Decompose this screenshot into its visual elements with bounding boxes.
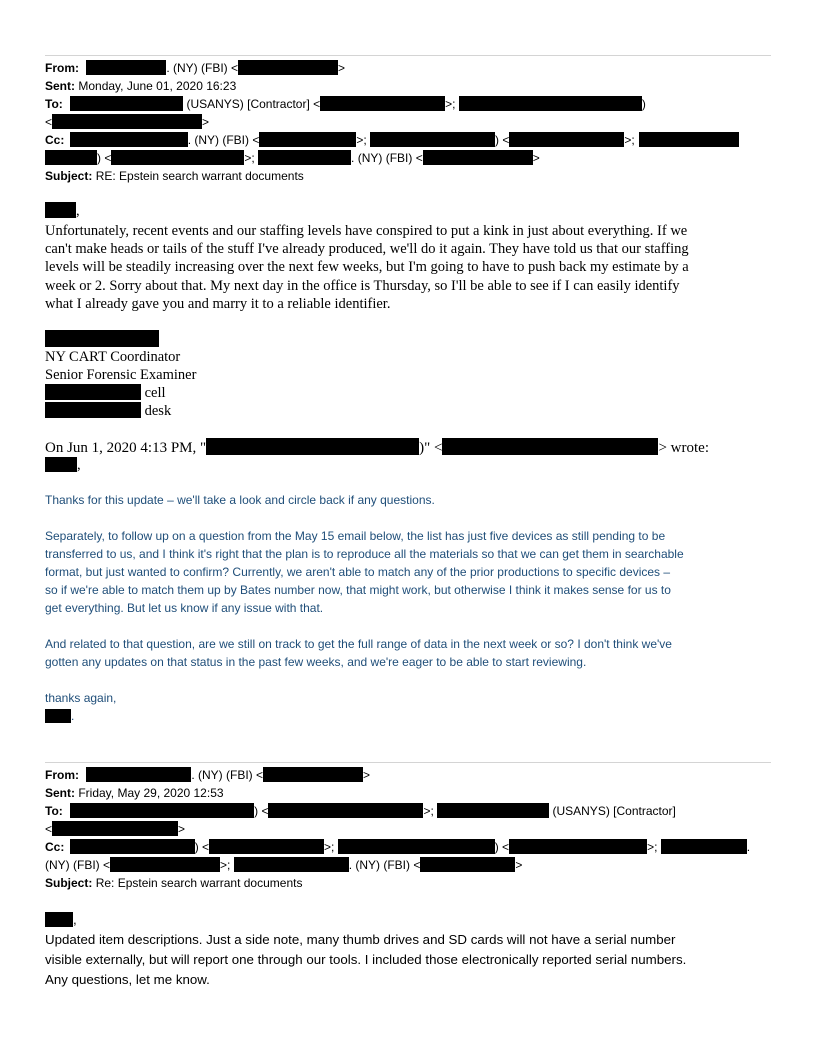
redaction-box [661, 839, 747, 854]
to-label: To: [45, 804, 63, 818]
redaction-box [70, 96, 183, 111]
redaction-box [86, 60, 166, 75]
redaction-box [209, 839, 324, 854]
quoted-para-3: And related to that question, are we still on track to get the full range of data in the next week or so? I don't think we've gotten any updates on that status in the past few weeks, and we're eager to be able to start reviewing. [45, 637, 672, 669]
email2-cc-line: Cc: ) < >; ) < >; . [45, 840, 751, 854]
redaction-box [442, 438, 658, 455]
subject-text: RE: Epstein search warrant documents [95, 169, 304, 183]
signature-title-1: NY CART Coordinator [45, 349, 181, 365]
redaction-box [238, 60, 338, 75]
signature-desk: desk [45, 402, 171, 420]
cc-label: Cc: [45, 133, 65, 147]
subject-label: Subject: [45, 876, 93, 890]
redaction-box [420, 857, 515, 872]
redaction-box [70, 132, 188, 147]
redaction-box [234, 857, 349, 872]
email1-cc-line: Cc: . (NY) (FBI) < >; ) < >; [45, 131, 739, 149]
signature-title-2: Senior Forensic Examiner [45, 367, 197, 383]
email2-subject-line [45, 874, 302, 892]
redaction-box [86, 767, 191, 782]
header-divider [45, 55, 771, 56]
quote-attribution: On Jun 1, 2020 4:13 PM, " )" < > wrote: [45, 440, 709, 456]
cc-label: Cc: [45, 840, 65, 854]
sent-label: Sent: [45, 786, 75, 800]
email1-from-line: From: . (NY) (FBI) < > [45, 61, 346, 75]
redaction-box [338, 839, 495, 854]
redaction-box [258, 150, 351, 165]
email2-from-line: From: . (NY) (FBI) < > [45, 768, 371, 782]
subject-text: Re: Epstein search warrant documents [95, 876, 303, 890]
redaction-box [45, 150, 97, 165]
quote-greeting: , [45, 456, 81, 474]
redaction-box [45, 709, 71, 723]
redaction-box [459, 96, 642, 111]
from-label: From: [45, 61, 79, 75]
redaction-box [45, 384, 141, 400]
quoted-sign: . [45, 707, 74, 725]
redaction-box [639, 132, 739, 147]
email1-cc-line-2: ) < >; . (NY) (FBI) < > [45, 149, 540, 167]
email2-to-line-2: < > [45, 822, 186, 836]
redaction-box [45, 402, 141, 418]
sent-label: Sent: [45, 79, 75, 93]
sent-date: Friday, May 29, 2020 12:53 [78, 786, 224, 800]
email2-body: Updated item descriptions. Just a side note, many thumb drives and SD cards will not have a serial number visible externally, but will report one through our tools. I included those electronically reported serial numbers. Any questions, let me know. [45, 932, 687, 987]
signature-name-redaction [45, 330, 159, 347]
redaction-box [45, 457, 77, 472]
email2-greeting: , [45, 910, 77, 930]
redaction-box [437, 803, 549, 818]
redaction-box [268, 803, 423, 818]
redaction-box [70, 803, 254, 818]
redaction-box [423, 150, 533, 165]
redaction-box [206, 438, 419, 455]
quoted-para-2: Separately, to follow up on a question from the May 15 email below, the list has just five devices as still pending to be transferred to us, and I think it's right that the plan is to reproduce all the materials so that we can get them in searchable format, but just wanted to confirm? Currently, we aren't able to match any of the prior productions to specific devices – so if we're able to match them up by Bates number now, that might work, but otherwise I think it makes sense for us to get everything. But let us know if any issue with that. [45, 529, 684, 615]
signature-cell: cell [45, 384, 166, 402]
redaction-box [263, 767, 363, 782]
email2-cc-line-2: (NY) (FBI) < >; . (NY) (FBI) < > [45, 858, 523, 872]
redaction-box [259, 132, 356, 147]
redaction-box [52, 821, 178, 836]
email1-body: Unfortunately, recent events and our staffing levels have conspired to put a kink in just about everything. If we can't make heads or tails of the stuff I've already produced, we'll do it again. They have told us that our staffing levels will be steadily increasing over the next few weeks, but I'm going to have to push back my estimate by a week or 2. Sorry about that. My next day in the office is Thursday, so I'll be able to see if I can easily identify what I already gave you and marry it to a reliable identifier. [45, 223, 689, 312]
subject-label: Subject: [45, 169, 93, 183]
email2-sent-line [45, 784, 224, 802]
redaction-box [110, 857, 220, 872]
redaction-box [320, 96, 445, 111]
redaction-box [52, 114, 202, 129]
quoted-closing: thanks again, [45, 691, 117, 705]
email2-to-line: To: ) < >; (USANYS) [Contractor] [45, 804, 676, 818]
redaction-box [509, 839, 647, 854]
redaction-box [45, 912, 73, 927]
to-label: To: [45, 97, 63, 111]
email1-to-line-2: < > [45, 115, 210, 129]
email1-sent-line [45, 77, 236, 95]
sent-date: Monday, June 01, 2020 16:23 [78, 79, 237, 93]
redaction-box [45, 202, 76, 218]
header-divider [45, 762, 771, 763]
from-label: From: [45, 768, 79, 782]
email1-subject-line [45, 167, 304, 185]
redaction-box [70, 839, 195, 854]
redaction-box [370, 132, 495, 147]
redaction-box [509, 132, 624, 147]
email1-greeting: , [45, 202, 80, 220]
redaction-box [111, 150, 244, 165]
email1-to-line: To: (USANYS) [Contractor] < >; ) [45, 97, 646, 111]
quoted-para-1: Thanks for this update – we'll take a look and circle back if any questions. [45, 493, 435, 507]
